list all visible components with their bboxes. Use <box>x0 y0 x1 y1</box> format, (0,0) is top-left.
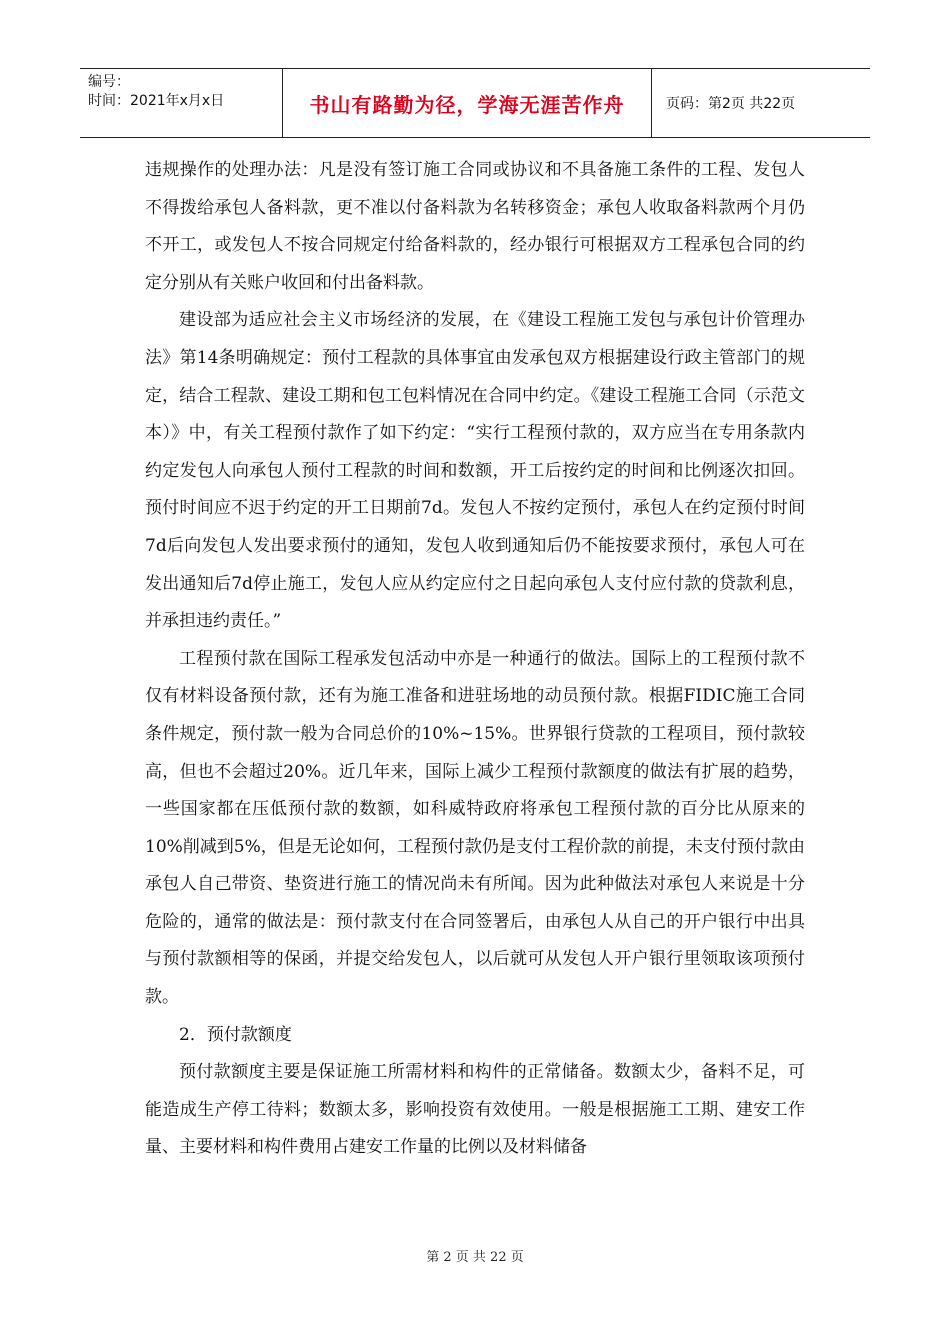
header-motto: 书山有路勤为径，学海无涯苦作舟 <box>309 92 625 117</box>
document-body <box>145 152 805 1167</box>
paragraph: 预付款额度主要是保证施工所需材料和构件的正常储备。数额太少，备料不足，可能造成生产停工待料；数额太多，影响投资有效使用。一般是根据施工工期、建安工作量、主要材料和构件费用占建安工作量的比例以及材料储备 <box>145 1062 805 1158</box>
section-heading: 2．预付款额度 <box>179 1024 292 1045</box>
header-page-cell <box>652 69 870 137</box>
paragraph: 工程预付款在国际工程承发包活动中亦是一种通行的做法。国际上的工程预付款不仅有材料设备预付款，还有为施工准备和进驻场地的动员预付款。根据FIDIC施工合同条件规定，预付款一般为合同总价的10%~15%。世界银行贷款的工程项目，预付款较高，但也不会超过20%。近几年来，国际上减少工程预付款额度的做法有扩展的趋势，一些国家都在压低预付款的数额，如科威特政府将承包工程预付款的百分比从原来的10%削减到5%，但是无论如何，工程预付款仍是支付工程价款的前提，未支付预付款由承包人自己带资、垫资进行施工的情况尚未有所闻。因为此种做法对承包人来说是十分危险的，通常的做法是：预付款支付在合同签署后，由承包人从自己的开户银行中出具与预付款额相等的保函，并提交给发包人，以后就可从发包人开户银行里领取该项预付款。 <box>145 648 805 1008</box>
header-meta <box>80 69 282 137</box>
header-page-info: 页码：第2页 共22页 <box>666 96 796 112</box>
paragraph: 建设部为适应社会主义市场经济的发展，在《建设工程施工发包与承包计价管理办法》第14条明确规定：预付工程款的具体事宜由发承包双方根据建设行政主管部门的规定，结合工程款、建设工期和包工包料情况在合同中约定。《建设工程施工合同（示范文本）》中，有关工程预付款作了如下约定：“实行工程预付款的，双方应当在专用条款内约定发包人向承包人预付工程款的时间和数额，开工后按约定的时间和比例逐次扣回。预付时间应不迟于约定的开工日期前7d。发包人不按约定预付，承包人在约定预付时间7d后向发包人发出要求预付的通知，发包人收到通知后仍不能按要求预付，承包人可在发出通知后7d停止施工，发包人应从约定应付之日起向承包人支付应付款的贷款利息，并承担违约责任。” <box>145 310 805 632</box>
document-number-label: 编号： <box>88 74 130 90</box>
document-time-label: 时间：2021年x月x日 <box>88 93 225 109</box>
paragraph: 违规操作的处理办法：凡是没有签订施工合同或协议和不具备施工条件的工程、发包人不得拨给承包人备料款，更不准以付备料款为名转移资金；承包人收取备料款两个月仍不开工，或发包人不按合同规定付给备料款的，经办银行可根据双方工程承包合同的约定分别从有关账户收回和付出备料款。 <box>145 160 805 293</box>
header-motto-cell <box>282 69 652 137</box>
header-table <box>80 68 870 138</box>
page-footer: 第 2 页 共 22 页 <box>426 1250 524 1265</box>
